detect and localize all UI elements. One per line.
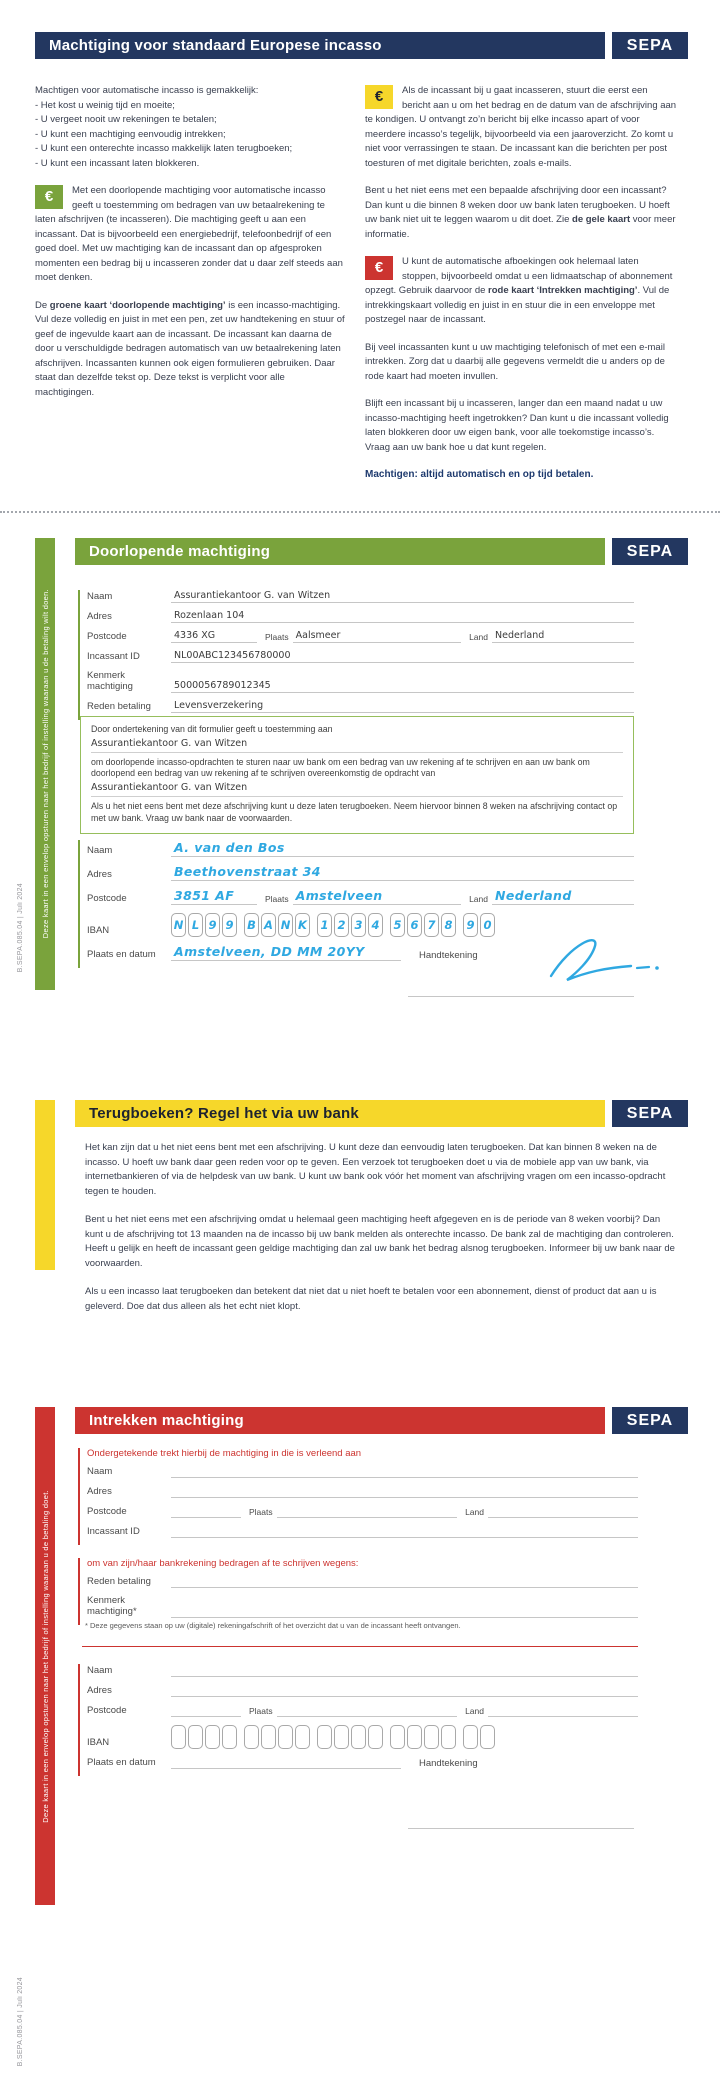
iban-char: 1: [320, 918, 329, 932]
section-header-terugboeken: [75, 1100, 605, 1127]
plaats-field: Amstelveen: [293, 888, 461, 905]
form-row-plaats-datum: [87, 1756, 638, 1769]
handtekening-label: Handtekening: [419, 950, 478, 961]
iban-cell: [278, 913, 293, 937]
bullet-item: - U vergeet nooit uw rekeningen te betalen;: [35, 114, 217, 125]
iban-char: 2: [337, 918, 346, 932]
iban-group: [244, 1725, 310, 1749]
iban-cell: [463, 913, 478, 937]
iban-char: B: [247, 918, 256, 932]
incassant-id-field: NL00ABC123456780000: [171, 650, 634, 663]
iban-cell: [424, 1725, 439, 1749]
euro-glyph: €: [374, 258, 384, 276]
agreement-name2: Assurantiekantoor G. van Witzen: [91, 782, 623, 797]
land-field: Nederland: [492, 888, 634, 905]
form-row-incassant-id: [87, 1525, 638, 1538]
kenmerk-field: 5000056789012345: [171, 680, 634, 693]
bold-text: rode kaart ‘Intrekken machtiging’: [488, 285, 638, 296]
form-row-incassant-id: [87, 650, 634, 663]
bold-text: groene kaart ‘doorlopende machtiging’: [49, 299, 226, 311]
iban-cell: [390, 913, 405, 937]
form-row-postcode: [87, 1505, 638, 1518]
iban-cell: [295, 1725, 310, 1749]
iban-cell: [351, 913, 366, 937]
sepa-logo: [612, 538, 688, 565]
yellow-section-title: Terugboeken? Regel het via uw bank: [89, 1105, 359, 1122]
field-label: Land: [465, 1507, 484, 1517]
land-field: [488, 1505, 638, 1518]
iban-boxes: [171, 913, 502, 937]
iban-cell: [368, 1725, 383, 1749]
paragraph-terugboeken: [365, 184, 677, 242]
green-sidebar-strip: [35, 538, 55, 990]
iban-char: 6: [410, 918, 419, 932]
plaats-field: [277, 1704, 457, 1717]
field-label: Plaats: [265, 894, 289, 904]
adres-field: Beethovenstraat 34: [171, 864, 634, 881]
yellow-paragraph: Bent u het niet eens met een afschrijving omdat u helemaal geen machtiging heeft afgegeven en is de periode van 8 weken voorbij? Dan kunt u de afschrijving tot 13 maanden na de incasso bij uw bank melden als onterechte incasso. De bank zal de machtiging dan controleren. Heeft u gelijk en heeft de incassant geen geldige machtiging dan zal uw bank het bedrag alsnog terugboeken. Informeer bij uw bank naar de voorwaarden.: [85, 1214, 675, 1269]
form-row-postcode: [87, 630, 634, 643]
iban-cell: [424, 913, 439, 937]
form-row-naam: [87, 1664, 638, 1677]
form-row-naam: [87, 840, 634, 857]
red-sidebar-strip: [35, 1407, 55, 1905]
iban-cell: [171, 1725, 186, 1749]
field-label: IBAN: [87, 1737, 110, 1748]
iban-cell: [407, 1725, 422, 1749]
iban-cell: [480, 913, 495, 937]
euro-icon-red: [365, 256, 393, 280]
iban-char: 9: [466, 918, 475, 932]
field-label: Adres: [87, 1486, 112, 1497]
footer-code-vertical: [12, 883, 28, 973]
euro-glyph: €: [44, 187, 54, 205]
iban-cell: [188, 913, 203, 937]
iban-cell: [244, 1725, 259, 1749]
adres-field: [171, 1684, 638, 1697]
iban-boxes: [171, 1725, 502, 1749]
iban-cell: [295, 913, 310, 937]
green-incassant-form: [78, 590, 634, 720]
field-label: Naam: [87, 1466, 113, 1477]
form-row-adres: [87, 1485, 638, 1498]
field-label: Adres: [87, 611, 112, 622]
sepa-logo-text: SEPA: [626, 542, 674, 560]
red-incassant-form: [78, 1448, 638, 1545]
naam-field: [171, 1664, 638, 1677]
paragraph-text: De: [35, 299, 50, 311]
field-label: Kenmerk machtiging: [87, 670, 133, 692]
paragraph-text: Met een doorlopende machtiging voor automatische incasso geeft u toestemming om bedragen van uw betaalrekening te laten afschrijven (te incasseren). Die machtiging geeft u aan een incassant. Dat is bijvoorbeeld een energiebedrijf, telefoonbedrijf of een goed doel. Met uw machtiging kan de incassant dan op afgesproken momenten een bedrag bij u incasseren zonder dat u daar zelf steeds aan moet denken.: [35, 185, 343, 283]
dotted-cut-line: [0, 511, 720, 513]
iban-cell: [222, 1725, 237, 1749]
postcode-field: [171, 1704, 241, 1717]
iban-cell: [205, 1725, 220, 1749]
field-label: Land: [469, 894, 488, 904]
form-row-naam: [87, 1465, 638, 1478]
iban-char: 0: [483, 918, 492, 932]
postcode-field: [171, 1505, 241, 1518]
iban-cell: [441, 913, 456, 937]
agreement-line2: om doorlopende incasso-opdrachten te sturen naar uw bank om een bedrag van uw rekening af te schrijven en aan uw bank om doorlopend een bedrag van uw rekening af te schrijven overeenkomstig de opdracht van: [91, 756, 590, 779]
paragraph-telefonisch: Bij veel incassanten kunt u uw machtiging telefonisch of met een e-mail intrekken. Zorg dat u daarbij alle gegevens vermeldt die u anders op de rode kaart had moeten invullen.: [365, 341, 665, 382]
field-label: Plaats en datum: [87, 1757, 156, 1768]
intro-left-column: [35, 84, 345, 413]
sepa-logo-text: SEPA: [626, 1411, 674, 1429]
iban-char: 3: [354, 918, 363, 932]
signature-line: [408, 996, 634, 997]
land-field: [488, 1704, 638, 1717]
iban-cell: [317, 1725, 332, 1749]
paragraph-green-card: [35, 299, 345, 401]
sepa-logo-text: SEPA: [626, 1104, 674, 1122]
iban-cell: [205, 913, 220, 937]
field-label: Adres: [87, 1685, 112, 1696]
iban-char: N: [173, 918, 184, 932]
field-label: Postcode: [87, 1506, 127, 1517]
signature-line: [408, 1828, 634, 1829]
field-label: Reden betaling: [87, 1576, 151, 1587]
iban-char: 9: [225, 918, 234, 932]
red-footnote: * Deze gegevens staan op uw (digitale) rekeningafschrift of het overzicht dat u van de incassant heeft ontvangen.: [85, 1621, 461, 1630]
iban-group: [463, 913, 495, 937]
iban-cell: [351, 1725, 366, 1749]
agreement-line1: Door ondertekening van dit formulier geeft u toestemming aan: [91, 724, 333, 734]
bold-text: de gele kaart: [572, 214, 631, 225]
iban-group: [317, 1725, 383, 1749]
sepa-logo: [612, 1100, 688, 1127]
iban-cell: [261, 1725, 276, 1749]
postcode-field: 4336 XG: [171, 630, 257, 643]
iban-cell: [334, 913, 349, 937]
field-label: Kenmerk machtiging*: [87, 1595, 137, 1617]
agreement-name1: Assurantiekantoor G. van Witzen: [91, 738, 623, 753]
yellow-paragraph: Als u een incasso laat terugboeken dan betekent dat niet dat u niet hoeft te betalen voor een abonnement, dienst of product dat aan u is geleverd. Doe dat dus alleen als het echt niet klopt.: [85, 1286, 657, 1312]
field-label: Postcode: [87, 893, 127, 904]
agreement-box: [80, 716, 634, 834]
sepa-logo-text: SEPA: [626, 36, 674, 54]
field-label: Land: [465, 1706, 484, 1716]
euro-glyph: €: [374, 87, 384, 105]
footer-code-vertical: [12, 1972, 28, 2072]
paragraph-text: is een incasso-machtiging. Vul deze volledig en juist in met een pen, zet uw handtekening en stuur of geef de ingevulde kaart aan de incassant. De incassant kan daarna de door u verschuldigde bedragen automatisch van uw betaalrekening laten afschrijven. Incassanten kunnen ook eigen formulieren gebruiken. Daar staat dan dezelfde tekst op. Deze tekst is verplicht voor alle machtigingen.: [35, 299, 345, 398]
red-sidebar-text: Deze kaart in een envelop opsturen naar het bedrijf of instelling waaraan u de betaling doet.: [40, 1489, 50, 1823]
iban-group: [390, 1725, 456, 1749]
iban-cell: [480, 1725, 495, 1749]
form-row-adres: [87, 1684, 638, 1697]
red-holder-form: [78, 1664, 638, 1776]
iban-group: [317, 913, 383, 937]
iban-char: 9: [208, 918, 217, 932]
reden-field: Levensverzekering: [171, 700, 634, 713]
field-label: Postcode: [87, 1705, 127, 1716]
handtekening-label: Handtekening: [419, 1758, 478, 1769]
iban-cell: [334, 1725, 349, 1749]
plaats-field: Aalsmeer: [293, 630, 461, 643]
form-row-iban: [87, 1725, 638, 1749]
paragraph-blokkeren: Blijft een incassant bij u incasseren, langer dan een maand nadat u uw incasso-machtiging heeft ingetrokken? Dan kunt u die incassant volledig laten blokkeren door uw eigen bank, voor alle toekomstige incasso’s. Vraag aan uw bank hoe u dat kunt regelen.: [365, 398, 669, 453]
paragraph-red-euro: [365, 255, 677, 328]
form-row-postcode: [87, 888, 634, 905]
form-row-kenmerk: [87, 670, 634, 693]
iban-cell: [407, 913, 422, 937]
iban-cell: [441, 1725, 456, 1749]
iban-cell: [244, 913, 259, 937]
field-label: Plaats: [265, 632, 289, 642]
iban-char: 5: [393, 918, 402, 932]
form-row-kenmerk: [87, 1595, 638, 1618]
iban-cell: [222, 913, 237, 937]
iban-group: [463, 1725, 495, 1749]
paragraph-text: U kunt de automatische afboekingen ook helemaal laten stoppen, bijvoorbeeld omdat u een lidmaatschap of abonnement opzegt. Gebruik daarvoor de: [365, 256, 673, 296]
naam-field: A. van den Bos: [171, 840, 634, 857]
iban-cell: [463, 1725, 478, 1749]
section-header-machtiging: [35, 32, 605, 59]
adres-field: Rozenlaan 104: [171, 610, 634, 623]
field-label: IBAN: [87, 925, 110, 936]
red-wegens-line: om van zijn/haar bankrekening bedragen af te schrijven wegens:: [87, 1558, 359, 1569]
field-label: Adres: [87, 869, 112, 880]
incassant-id-field: [171, 1525, 638, 1538]
euro-icon-yellow: [365, 85, 393, 109]
yellow-section-body: [85, 1141, 677, 1328]
bullet-item: - U kunt een machtiging eenvoudig intrekken;: [35, 128, 226, 140]
naam-field: [171, 1465, 638, 1478]
iban-cell: [171, 913, 186, 937]
paragraph-text: Bent u het niet eens met een bepaalde afschrijving door een incassant? Dan kunt u die binnen 8 weken door uw bank laten terugboeken. U hoeft uw bank niet uit te leggen waarom u dit doet. Zie: [365, 185, 670, 225]
red-wegens-form: [78, 1558, 638, 1625]
field-label: Incassant ID: [87, 1526, 140, 1537]
paragraph-text: . Vul de intrekkingskaart volledig en juist in en stuur die in een enveloppe met postzegel naar de incassant.: [365, 285, 670, 325]
plaats-datum-field: [171, 1756, 401, 1769]
field-label: Plaats en datum: [87, 949, 156, 960]
yellow-sidebar-strip: [35, 1100, 55, 1270]
adres-field: [171, 1485, 638, 1498]
intro-bullets: [35, 99, 345, 172]
section-header-doorlopend: [75, 538, 605, 565]
green-sidebar-text: Deze kaart in een envelop opsturen naar het bedrijf of instelling waaraan u de betaling wilt doen.: [40, 589, 50, 939]
field-label: Naam: [87, 845, 113, 856]
plaats-datum-field: Amstelveen, DD MM 20YY: [171, 944, 401, 961]
form-row-adres: [87, 864, 634, 881]
footer-code-text: B.SEPA.085.04 | Juli 2024: [16, 1977, 24, 2067]
iban-group: [171, 913, 237, 937]
field-label: Land: [469, 632, 488, 642]
yellow-paragraph: Het kan zijn dat u het niet eens bent met een afschrijving. U kunt deze dan eenvoudig laten terugboeken. Dat kan binnen 8 weken na de incasso. U hoeft uw bank daar geen reden voor op te geven. Een verzoek tot terugboeken doet u via de mobiele app van uw bank, via internetbankieren of via de helpdesk van uw bank. U kunt uw bank ook vóór het moment van afschrijving vragen om een incasso-opdracht tegen te houden.: [85, 1142, 666, 1197]
iban-char: L: [191, 918, 200, 932]
iban-group: [390, 913, 456, 937]
section-header-intrekken: [75, 1407, 605, 1434]
form-row-reden: [87, 700, 634, 713]
form-row-naam: [87, 590, 634, 603]
green-section-title: Doorlopende machtiging: [89, 543, 271, 560]
iban-cell: [278, 1725, 293, 1749]
iban-cell: [390, 1725, 405, 1749]
iban-char: A: [264, 918, 273, 932]
form-row-reden: [87, 1575, 638, 1588]
field-label: Postcode: [87, 631, 127, 642]
form-row-postcode: [87, 1704, 638, 1717]
postcode-field: 3851 AF: [171, 888, 257, 905]
land-field: Nederland: [492, 630, 634, 643]
iban-cell: [261, 913, 276, 937]
iban-cell: [368, 913, 383, 937]
iban-cell: [188, 1725, 203, 1749]
agreement-line3: Als u het niet eens bent met deze afschrijving kunt u deze laten terugboeken. Neem hiervoor binnen 8 weken na afschrijving contact op met uw bank. Vraag uw bank naar de voorwaarden.: [91, 800, 618, 823]
intro-right-column: [365, 84, 677, 496]
bullet-item: - U kunt een incassant laten blokkeren.: [35, 157, 200, 169]
field-label: Plaats: [249, 1507, 273, 1517]
iban-char: N: [280, 918, 291, 932]
iban-char: K: [298, 918, 307, 932]
sepa-logo: [612, 32, 688, 59]
signature-drawing: [545, 930, 675, 997]
intro-lead: Machtigen voor automatische incasso is gemakkelijk:: [35, 85, 259, 96]
field-label: Reden betaling: [87, 701, 151, 712]
reden-field: [171, 1575, 638, 1588]
euro-icon-green: [35, 185, 63, 209]
paragraph-text: voor meer informatie.: [365, 214, 676, 240]
iban-group: [171, 1725, 237, 1749]
form-row-adres: [87, 610, 634, 623]
iban-char: 8: [444, 918, 453, 932]
closing-statement: Machtigen: altijd automatisch en op tijd betalen.: [365, 469, 594, 480]
field-label: Incassant ID: [87, 651, 140, 662]
sepa-logo: [612, 1407, 688, 1434]
page-title: Machtiging voor standaard Europese incasso: [49, 37, 382, 54]
naam-field: Assurantiekantoor G. van Witzen: [171, 590, 634, 603]
red-intro-line: Ondergetekende trekt hierbij de machtiging in die is verleend aan: [87, 1448, 362, 1459]
red-divider-line: [82, 1646, 638, 1647]
kenmerk-field: [171, 1605, 638, 1618]
paragraph-yellow-euro: [365, 84, 677, 171]
red-section-title: Intrekken machtiging: [89, 1412, 244, 1429]
field-label: Plaats: [249, 1706, 273, 1716]
iban-cell: [317, 913, 332, 937]
iban-char: 4: [371, 918, 380, 932]
plaats-field: [277, 1505, 457, 1518]
bullet-item: - Het kost u weinig tijd en moeite;: [35, 99, 175, 111]
iban-char: 7: [427, 918, 436, 932]
paragraph-text: Als de incassant bij u gaat incasseren, stuurt die eerst een bericht aan u om het bedrag en de datum van de afschrijving aan te kondigen. U ontvangt zo’n bericht bij elke incasso apart of voor meerdere incasso’s tegelijk, bijvoorbeeld via een jaaroverzicht. Zo komt u niet voor verrassingen te staan. De incassant kan die berichten per post toesturen of met digitale berichten, zoals e-mails.: [365, 85, 677, 169]
footer-code-text: B.SEPA.085.04 | Juli 2024: [16, 883, 24, 973]
field-label: Naam: [87, 1665, 113, 1676]
paragraph-green-euro: [35, 184, 345, 286]
field-label: Naam: [87, 591, 113, 602]
iban-group: [244, 913, 310, 937]
bullet-item: - U kunt een onterechte incasso makkelijk laten terugboeken;: [35, 143, 293, 154]
